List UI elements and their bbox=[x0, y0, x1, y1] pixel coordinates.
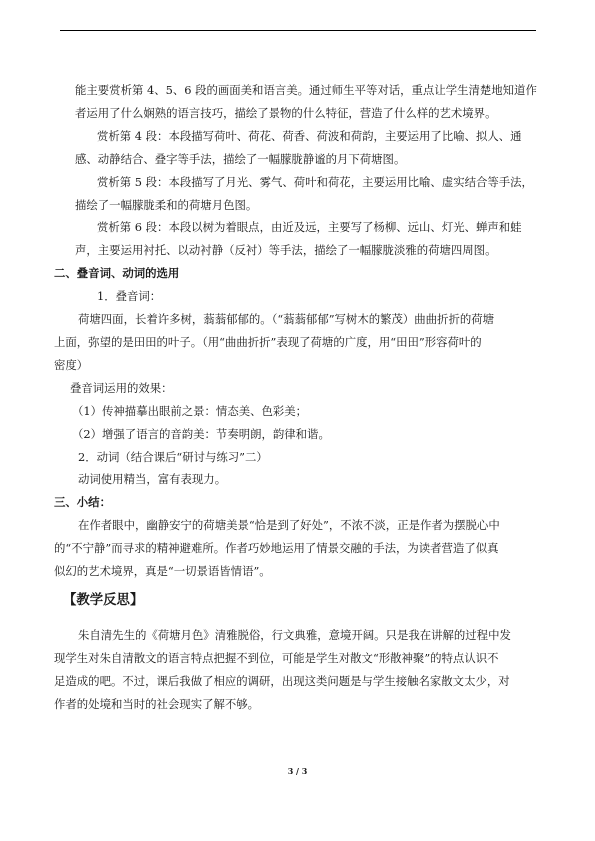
document-body bbox=[54, 79, 540, 716]
paragraph-line: （2）增强了语言的音韵美：节奏明朗，韵律和谐。 bbox=[72, 426, 330, 441]
paragraph-line: 朱自清先生的《荷塘月色》清雅脱俗，行文典雅，意境开阔。只是我在讲解的过程中发 bbox=[78, 627, 511, 642]
paragraph-line: 荷塘四面，长着许多树，蓊蓊郁郁的。（“蓊蓊郁郁”写树木的繁茂）曲曲折折的荷塘 bbox=[78, 312, 495, 327]
paragraph-line: 在作者眼中，幽静安宁的荷塘美景“恰是到了好处”，不浓不淡，正是作者为摆脱心中 bbox=[78, 518, 500, 533]
paragraph-line: 作者的处境和当时的社会现实了解不够。 bbox=[54, 696, 260, 711]
paragraph-line: 的“不宁静”而寻求的精神避难所。作者巧妙地运用了情景交融的手法，为读者营造了似真 bbox=[54, 541, 499, 556]
paragraph-line: 赏析第 5 段：本段描写了月光、雾气、荷叶和荷花，主要运用比喻、虚实结合等手法， bbox=[97, 174, 533, 189]
paragraph-line: 描绘了一幅朦胧柔和的荷塘月色图。 bbox=[75, 197, 258, 212]
paragraph-line: 足造成的吧。不过，课后我做了相应的调研，出现这类问题是与学生接触名家散文太少，对 bbox=[54, 673, 510, 688]
reflection-heading: 【教学反思】 bbox=[63, 591, 144, 608]
paragraph-line: 者运用了什么娴熟的语言技巧，描绘了景物的什么特征，营造了什么样的艺术境界。 bbox=[75, 105, 497, 120]
paragraph-line: 2．动词（结合课后“研讨与练习”二） bbox=[78, 449, 268, 464]
paragraph-line: （1）传神描摹出眼前之景：情态美、色彩美； bbox=[72, 403, 308, 418]
paragraph-line: 上面，弥望的是田田的叶子。（用“曲曲折折”表现了荷塘的广度，用“田田”形容荷叶的 bbox=[54, 334, 482, 349]
paragraph-line: 动词使用精当，富有表现力。 bbox=[78, 472, 227, 487]
paragraph-line: 1．叠音词： bbox=[97, 289, 162, 304]
paragraph-line: 能主要赏析第 4、5、6 段的画面美和语言美。通过师生平等对话，重点让学生清楚地知道作 bbox=[75, 83, 537, 97]
paragraph-line: 感、动静结合、叠字等手法，描绘了一幅朦胧静谧的月下荷塘图。 bbox=[75, 151, 406, 166]
section-heading-2: 二、叠音词、动词的选用 bbox=[54, 266, 180, 281]
header-rule bbox=[60, 30, 536, 31]
page-number: 3 / 3 bbox=[287, 766, 308, 776]
paragraph-line: 叠音词运用的效果： bbox=[70, 380, 173, 395]
paragraph-line: 赏析第 4 段：本段描写荷叶、荷花、荷香、荷波和荷韵，主要运用了比喻、拟人、通 bbox=[97, 128, 522, 143]
paragraph-line: 赏析第 6 段：本段以树为着眼点，由近及远，主要写了杨柳、远山、灯光、蝉声和蛙 bbox=[97, 220, 522, 235]
paragraph-line: 密度） bbox=[54, 357, 89, 372]
paragraph-line: 声，主要运用衬托、以动衬静（反衬）等手法，描绘了一幅朦胧淡雅的荷塘四周图。 bbox=[75, 243, 497, 258]
paragraph-line: 现学生对朱自清散文的语言特点把握不到位，可能是学生对散文“形散神聚”的特点认识不 bbox=[54, 650, 499, 665]
section-heading-3: 三、小结： bbox=[54, 495, 111, 510]
paragraph-line: 似幻的艺术境界，真是“一切景语皆情语”。 bbox=[54, 564, 271, 579]
